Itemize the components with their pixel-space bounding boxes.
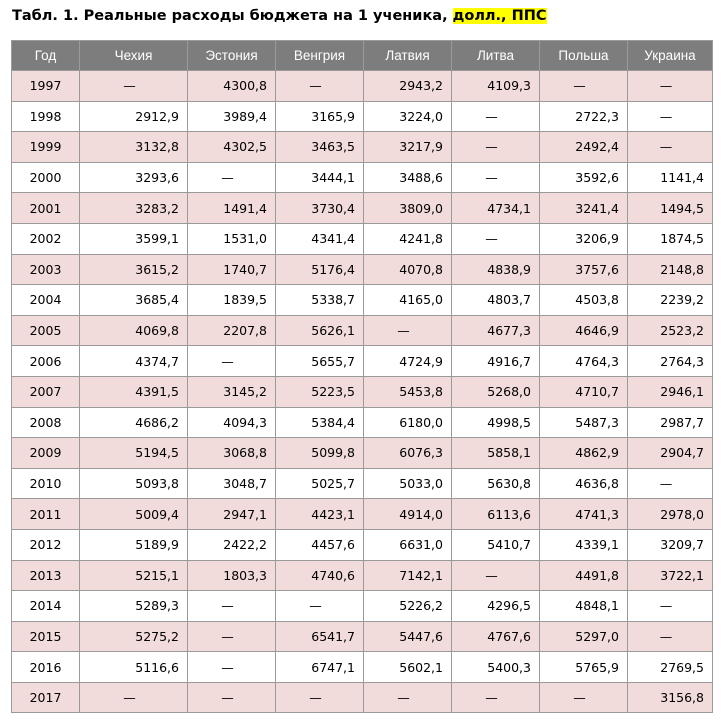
value-cell: — xyxy=(188,162,276,193)
value-cell: 6541,7 xyxy=(276,621,364,652)
value-cell: 5630,8 xyxy=(452,468,540,499)
value-cell: 3809,0 xyxy=(364,193,452,224)
value-cell: 4767,6 xyxy=(452,621,540,652)
value-cell: 4300,8 xyxy=(188,71,276,102)
year-cell: 2008 xyxy=(12,407,80,438)
value-cell: — xyxy=(628,621,713,652)
value-cell: 3757,6 xyxy=(540,254,628,285)
value-cell: 6076,3 xyxy=(364,438,452,469)
value-cell: — xyxy=(188,621,276,652)
column-header: Чехия xyxy=(80,41,188,71)
value-cell: 4862,9 xyxy=(540,438,628,469)
value-cell: — xyxy=(188,652,276,683)
value-cell: 2943,2 xyxy=(364,71,452,102)
table-row xyxy=(12,652,713,683)
value-cell: 2947,1 xyxy=(188,499,276,530)
value-cell: 2764,3 xyxy=(628,346,713,377)
year-cell: 1997 xyxy=(12,71,80,102)
value-cell: 5297,0 xyxy=(540,621,628,652)
value-cell: 4764,3 xyxy=(540,346,628,377)
value-cell: 3283,2 xyxy=(80,193,188,224)
table-row xyxy=(12,438,713,469)
value-cell: 2148,8 xyxy=(628,254,713,285)
table-row xyxy=(12,499,713,530)
value-cell: — xyxy=(628,101,713,132)
column-header: Год xyxy=(12,41,80,71)
column-header: Эстония xyxy=(188,41,276,71)
year-cell: 2006 xyxy=(12,346,80,377)
value-cell: 4740,6 xyxy=(276,560,364,591)
value-cell: 4374,7 xyxy=(80,346,188,377)
value-cell: 3156,8 xyxy=(628,682,713,713)
value-cell: 3048,7 xyxy=(188,468,276,499)
year-cell: 2010 xyxy=(12,468,80,499)
value-cell: 2523,2 xyxy=(628,315,713,346)
value-cell: — xyxy=(452,132,540,163)
value-cell: 6631,0 xyxy=(364,529,452,560)
value-cell: — xyxy=(276,71,364,102)
year-cell: 2016 xyxy=(12,652,80,683)
value-cell: 5858,1 xyxy=(452,438,540,469)
column-header: Украина xyxy=(628,41,713,71)
value-cell: 4838,9 xyxy=(452,254,540,285)
value-cell: 5602,1 xyxy=(364,652,452,683)
value-cell: — xyxy=(452,682,540,713)
value-cell: 3615,2 xyxy=(80,254,188,285)
value-cell: 4646,9 xyxy=(540,315,628,346)
value-cell: — xyxy=(628,468,713,499)
value-cell: 3488,6 xyxy=(364,162,452,193)
year-cell: 2017 xyxy=(12,682,80,713)
value-cell: 4686,2 xyxy=(80,407,188,438)
table-body xyxy=(12,71,713,713)
table-row xyxy=(12,162,713,193)
value-cell: 2239,2 xyxy=(628,285,713,316)
table-row xyxy=(12,529,713,560)
column-header: Литва xyxy=(452,41,540,71)
value-cell: 4741,3 xyxy=(540,499,628,530)
value-cell: 1494,5 xyxy=(628,193,713,224)
value-cell: — xyxy=(452,162,540,193)
value-cell: 5453,8 xyxy=(364,376,452,407)
table-row xyxy=(12,468,713,499)
value-cell: — xyxy=(628,71,713,102)
value-cell: 7142,1 xyxy=(364,560,452,591)
year-cell: 2007 xyxy=(12,376,80,407)
value-cell: 4457,6 xyxy=(276,529,364,560)
value-cell: — xyxy=(276,591,364,622)
value-cell: 6747,1 xyxy=(276,652,364,683)
value-cell: 3068,8 xyxy=(188,438,276,469)
value-cell: 2904,7 xyxy=(628,438,713,469)
value-cell: 4070,8 xyxy=(364,254,452,285)
value-cell: — xyxy=(452,560,540,591)
value-cell: — xyxy=(80,71,188,102)
value-cell: 5194,5 xyxy=(80,438,188,469)
table-row xyxy=(12,376,713,407)
value-cell: 4677,3 xyxy=(452,315,540,346)
year-cell: 2002 xyxy=(12,223,80,254)
value-cell: 4491,8 xyxy=(540,560,628,591)
value-cell: 5655,7 xyxy=(276,346,364,377)
value-cell: 3592,6 xyxy=(540,162,628,193)
year-cell: 2000 xyxy=(12,162,80,193)
value-cell: 5223,5 xyxy=(276,376,364,407)
table-row xyxy=(12,682,713,713)
table-row xyxy=(12,621,713,652)
year-cell: 2014 xyxy=(12,591,80,622)
value-cell: 5626,1 xyxy=(276,315,364,346)
value-cell: 5289,3 xyxy=(80,591,188,622)
value-cell: 3722,1 xyxy=(628,560,713,591)
value-cell: — xyxy=(188,682,276,713)
value-cell: 3217,9 xyxy=(364,132,452,163)
year-cell: 2009 xyxy=(12,438,80,469)
value-cell: 2978,0 xyxy=(628,499,713,530)
value-cell: 2492,4 xyxy=(540,132,628,163)
value-cell: 4391,5 xyxy=(80,376,188,407)
value-cell: — xyxy=(540,71,628,102)
table-title-highlight: долл., ППС xyxy=(452,8,547,24)
year-cell: 2005 xyxy=(12,315,80,346)
year-cell: 2013 xyxy=(12,560,80,591)
value-cell: 4296,5 xyxy=(452,591,540,622)
value-cell: 3145,2 xyxy=(188,376,276,407)
value-cell: 4094,3 xyxy=(188,407,276,438)
table-row xyxy=(12,285,713,316)
value-cell: 3224,0 xyxy=(364,101,452,132)
value-cell: 1874,5 xyxy=(628,223,713,254)
value-cell: — xyxy=(452,101,540,132)
value-cell: 4503,8 xyxy=(540,285,628,316)
value-cell: 5410,7 xyxy=(452,529,540,560)
value-cell: 5093,8 xyxy=(80,468,188,499)
year-cell: 2001 xyxy=(12,193,80,224)
value-cell: 1531,0 xyxy=(188,223,276,254)
table-row xyxy=(12,223,713,254)
value-cell: 3730,4 xyxy=(276,193,364,224)
value-cell: 6180,0 xyxy=(364,407,452,438)
value-cell: 2987,7 xyxy=(628,407,713,438)
year-cell: 2011 xyxy=(12,499,80,530)
value-cell: 5033,0 xyxy=(364,468,452,499)
value-cell: 5215,1 xyxy=(80,560,188,591)
table-title-main: Табл. 1. Реальные расходы бюджета на 1 ученика, xyxy=(12,8,453,24)
value-cell: 2207,8 xyxy=(188,315,276,346)
value-cell: — xyxy=(364,315,452,346)
value-cell: 4724,9 xyxy=(364,346,452,377)
year-cell: 1998 xyxy=(12,101,80,132)
year-cell: 2012 xyxy=(12,529,80,560)
year-cell: 2004 xyxy=(12,285,80,316)
value-cell: 5487,3 xyxy=(540,407,628,438)
value-cell: 4734,1 xyxy=(452,193,540,224)
table-row xyxy=(12,591,713,622)
value-cell: 3463,5 xyxy=(276,132,364,163)
value-cell: 2722,3 xyxy=(540,101,628,132)
value-cell: 4636,8 xyxy=(540,468,628,499)
value-cell: 5189,9 xyxy=(80,529,188,560)
value-cell: 3209,7 xyxy=(628,529,713,560)
value-cell: 5384,4 xyxy=(276,407,364,438)
value-cell: 5765,9 xyxy=(540,652,628,683)
value-cell: 4241,8 xyxy=(364,223,452,254)
value-cell: 3206,9 xyxy=(540,223,628,254)
value-cell: 4341,4 xyxy=(276,223,364,254)
value-cell: 5226,2 xyxy=(364,591,452,622)
value-cell: 1491,4 xyxy=(188,193,276,224)
value-cell: 4710,7 xyxy=(540,376,628,407)
column-header: Венгрия xyxy=(276,41,364,71)
value-cell: 4302,5 xyxy=(188,132,276,163)
value-cell: 4339,1 xyxy=(540,529,628,560)
value-cell: 4916,7 xyxy=(452,346,540,377)
value-cell: 3989,4 xyxy=(188,101,276,132)
value-cell: 5338,7 xyxy=(276,285,364,316)
value-cell: 1141,4 xyxy=(628,162,713,193)
value-cell: — xyxy=(628,591,713,622)
value-cell: 1740,7 xyxy=(188,254,276,285)
value-cell: 4069,8 xyxy=(80,315,188,346)
value-cell: 4423,1 xyxy=(276,499,364,530)
table-row xyxy=(12,407,713,438)
value-cell: — xyxy=(80,682,188,713)
value-cell: — xyxy=(540,682,628,713)
value-cell: 5447,6 xyxy=(364,621,452,652)
table-row xyxy=(12,132,713,163)
header-row xyxy=(12,41,713,71)
value-cell: 5400,3 xyxy=(452,652,540,683)
value-cell: — xyxy=(452,223,540,254)
table-row xyxy=(12,560,713,591)
value-cell: — xyxy=(276,682,364,713)
year-cell: 2003 xyxy=(12,254,80,285)
value-cell: 3685,4 xyxy=(80,285,188,316)
value-cell: 3132,8 xyxy=(80,132,188,163)
budget-table xyxy=(11,40,713,713)
value-cell: 1803,3 xyxy=(188,560,276,591)
column-header: Польша xyxy=(540,41,628,71)
value-cell: 2912,9 xyxy=(80,101,188,132)
value-cell: 4998,5 xyxy=(452,407,540,438)
value-cell: 3165,9 xyxy=(276,101,364,132)
value-cell: 2769,5 xyxy=(628,652,713,683)
table-row xyxy=(12,254,713,285)
value-cell: 2422,2 xyxy=(188,529,276,560)
value-cell: 5099,8 xyxy=(276,438,364,469)
value-cell: 3444,1 xyxy=(276,162,364,193)
value-cell: 6113,6 xyxy=(452,499,540,530)
value-cell: — xyxy=(188,346,276,377)
table-row xyxy=(12,71,713,102)
table-row xyxy=(12,315,713,346)
value-cell: 4109,3 xyxy=(452,71,540,102)
value-cell: 3241,4 xyxy=(540,193,628,224)
year-cell: 2015 xyxy=(12,621,80,652)
table-title xyxy=(12,8,547,24)
value-cell: 4914,0 xyxy=(364,499,452,530)
value-cell: 5116,6 xyxy=(80,652,188,683)
value-cell: 5275,2 xyxy=(80,621,188,652)
value-cell: 4848,1 xyxy=(540,591,628,622)
value-cell: 5268,0 xyxy=(452,376,540,407)
value-cell: — xyxy=(628,132,713,163)
year-cell: 1999 xyxy=(12,132,80,163)
value-cell: 4803,7 xyxy=(452,285,540,316)
value-cell: 3293,6 xyxy=(80,162,188,193)
value-cell: 5176,4 xyxy=(276,254,364,285)
value-cell: — xyxy=(364,682,452,713)
column-header: Латвия xyxy=(364,41,452,71)
value-cell: 5009,4 xyxy=(80,499,188,530)
value-cell: 4165,0 xyxy=(364,285,452,316)
table-row xyxy=(12,193,713,224)
value-cell: 1839,5 xyxy=(188,285,276,316)
value-cell: — xyxy=(188,591,276,622)
value-cell: 5025,7 xyxy=(276,468,364,499)
table-row xyxy=(12,346,713,377)
value-cell: 3599,1 xyxy=(80,223,188,254)
value-cell: 2946,1 xyxy=(628,376,713,407)
table-row xyxy=(12,101,713,132)
